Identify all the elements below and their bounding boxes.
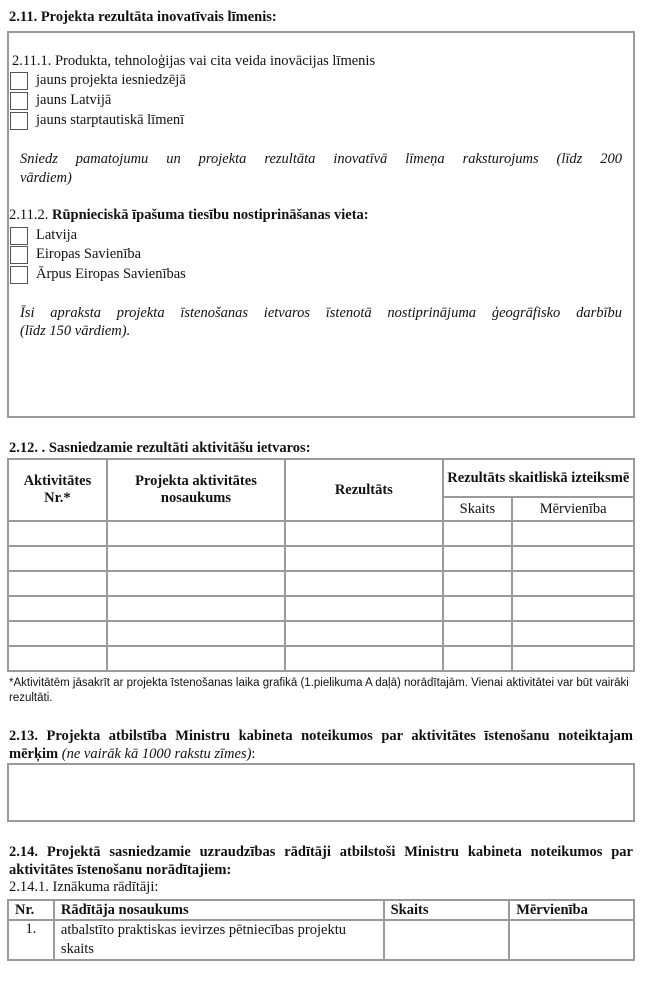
- section-2-14-1-title: 2.14.1. Iznākuma rādītāji:: [9, 879, 159, 895]
- section-2-11-title: 2.11. Projekta rezultāta inovatīvais līmenis:: [9, 9, 277, 25]
- table-cell[interactable]: [512, 571, 634, 596]
- checkbox-innovation-applicant[interactable]: [10, 72, 28, 90]
- section-2-13-note: (ne vairāk kā 1000 rakstu zīmes): [61, 746, 252, 762]
- table-row: [8, 546, 634, 571]
- option-ip-outside-eu: Ārpus Eiropas Savienības: [36, 266, 186, 282]
- option-innovation-international: jauns starptautiskā līmenī: [36, 112, 185, 128]
- header-activity-no: Aktivitātes Nr.*: [8, 459, 107, 521]
- table-cell[interactable]: [285, 521, 442, 546]
- table-cell[interactable]: [107, 621, 285, 646]
- section-2-13-heading: [9, 727, 633, 763]
- table-cell[interactable]: [443, 546, 513, 571]
- results-table: [7, 458, 635, 672]
- table-cell[interactable]: [8, 596, 107, 621]
- header-indicator-unit: Mērvienība: [509, 900, 634, 920]
- header-indicator-name: Rādītāja nosaukums: [54, 900, 384, 920]
- checkbox-ip-eu[interactable]: [10, 246, 28, 264]
- sub-2-11-2-hint-line2: (līdz 150 vārdiem).: [20, 323, 131, 339]
- table-cell[interactable]: [8, 546, 107, 571]
- table-cell[interactable]: [443, 621, 513, 646]
- header-unit: Mērvienība: [512, 497, 634, 521]
- table-cell[interactable]: [285, 596, 442, 621]
- table-cell[interactable]: [107, 646, 285, 671]
- section-2-13-textarea[interactable]: [7, 763, 635, 822]
- table-row: [8, 596, 634, 621]
- table-cell[interactable]: [285, 546, 442, 571]
- table-cell[interactable]: [8, 621, 107, 646]
- option-ip-eu: Eiropas Savienība: [36, 246, 142, 262]
- header-indicator-count: Skaits: [384, 900, 510, 920]
- sub-2-11-1-hint-line2: vārdiem): [20, 170, 72, 186]
- sub-2-11-2-prefix: 2.11.2.: [9, 207, 52, 223]
- table-cell[interactable]: [8, 646, 107, 671]
- section-2-12-title: 2.12. . Sasniedzamie rezultāti aktivitāšu ietvaros:: [9, 440, 311, 456]
- section-2-11-frame: [7, 31, 635, 418]
- option-innovation-latvia: jauns Latvijā: [36, 92, 112, 108]
- header-count: Skaits: [443, 497, 513, 521]
- table-cell[interactable]: [443, 596, 513, 621]
- sub-2-11-1-hint-line1: Sniedz pamatojumu un projekta rezultāta inovatīvā līmeņa raksturojums (līdz 200: [20, 151, 622, 167]
- option-innovation-applicant: jauns projekta iesniedzējā: [36, 72, 186, 88]
- indicator-count[interactable]: [384, 920, 510, 960]
- table-row: [8, 521, 634, 546]
- sub-2-11-1-title: 2.11.1. Produkta, tehnoloģijas vai cita veida inovācijas līmenis: [12, 53, 376, 69]
- table-cell[interactable]: [285, 571, 442, 596]
- table-cell[interactable]: [443, 571, 513, 596]
- table-cell[interactable]: [107, 596, 285, 621]
- indicators-table: [7, 899, 635, 961]
- table-cell[interactable]: [512, 546, 634, 571]
- option-ip-latvia: Latvija: [36, 227, 78, 243]
- sub-2-11-2-title: Rūpnieciskā īpašuma tiesību nostiprināšanas vieta:: [51, 207, 369, 223]
- header-activity-name: Projekta aktivitātes nosaukums: [107, 459, 285, 521]
- header-result: Rezultāts: [285, 459, 442, 521]
- sub-2-11-2-heading: [9, 207, 369, 224]
- table-cell[interactable]: [107, 546, 285, 571]
- table-cell[interactable]: [285, 621, 442, 646]
- checkbox-ip-outside-eu[interactable]: [10, 266, 28, 284]
- table-cell[interactable]: [512, 646, 634, 671]
- checkbox-ip-latvia[interactable]: [10, 227, 28, 245]
- table-cell[interactable]: [443, 521, 513, 546]
- section-2-13-title: 2.13. Projekta atbilstība Ministru kabineta noteikumos par aktivitātes īstenošanu noteiktajam mērķim: [9, 728, 633, 762]
- table-cell[interactable]: [512, 596, 634, 621]
- table-cell[interactable]: [285, 646, 442, 671]
- table-cell[interactable]: [512, 621, 634, 646]
- checkbox-innovation-international[interactable]: [10, 112, 28, 130]
- table-footnote: *Aktivitātēm jāsakrīt ar projekta īstenošanas laika grafikā (1.pielikuma A daļā) norādītajām. Vienai aktivitātei var būt vairāki rezultāti.: [9, 677, 629, 704]
- table-row: [8, 646, 634, 671]
- table-cell[interactable]: [8, 571, 107, 596]
- indicator-nr: 1.: [8, 920, 54, 960]
- indicator-unit[interactable]: [509, 920, 634, 960]
- table-cell[interactable]: [512, 521, 634, 546]
- sub-2-11-2-hint-line1: Īsi apraksta projekta īstenošanas ietvaros īstenotā nostiprinājuma ģeogrāfisko darbību: [20, 305, 622, 321]
- table-cell[interactable]: [8, 521, 107, 546]
- header-nr: Nr.: [8, 900, 54, 920]
- table-cell[interactable]: [107, 521, 285, 546]
- table-row: [8, 571, 634, 596]
- table-row: [8, 920, 634, 960]
- indicator-name: atbalstīto praktiskas ievirzes pētniecības projektu skaits: [54, 920, 384, 960]
- table-row: [8, 621, 634, 646]
- checkbox-innovation-latvia[interactable]: [10, 92, 28, 110]
- table-cell[interactable]: [443, 646, 513, 671]
- section-2-13-colon: :: [251, 746, 256, 762]
- header-quantitative: Rezultāts skaitliskā izteiksmē: [443, 459, 634, 497]
- section-2-14-title: 2.14. Projektā sasniedzamie uzraudzības rādītāji atbilstoši Ministru kabineta noteikumos par aktivitātes īstenošanu norādītajiem:: [9, 844, 633, 878]
- table-cell[interactable]: [107, 571, 285, 596]
